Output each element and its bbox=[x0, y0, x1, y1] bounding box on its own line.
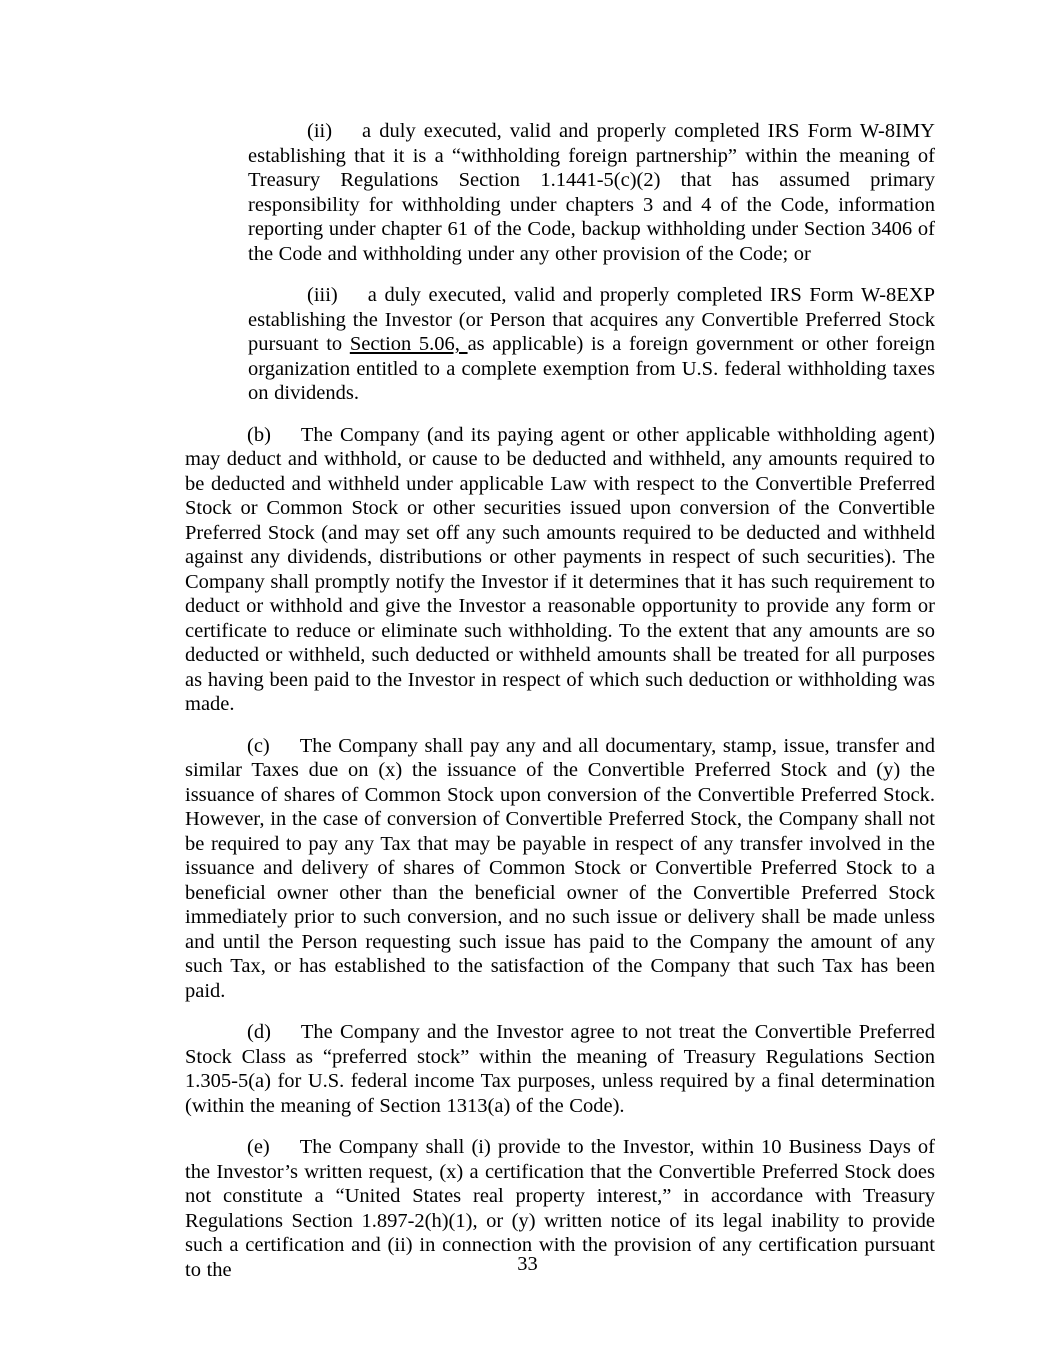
paragraph-ii bbox=[248, 119, 935, 266]
document-body bbox=[185, 119, 935, 1299]
paragraph-label-c: (c) bbox=[247, 734, 270, 757]
text-run: as applicable) is a foreign government or other foreign organization entitled to a complete exemption from U.S. federal withholding taxes on dividends. bbox=[248, 333, 935, 404]
text-run: The Company shall (i) provide to the Investor, within 10 Business Days of the Investor’s written request, (x) a certification that the Convertible Preferred Stock does not constitute a “United States real property interest,” in accordance with Treasury Regulations Section 1.897-2(h)(1), or (y) written notice of its legal inability to provide such a certification and (ii) in connection with the provision of any certification pursuant to the bbox=[185, 1136, 935, 1281]
paragraph-c bbox=[185, 734, 935, 1004]
page-number: 33 bbox=[517, 1253, 538, 1275]
paragraph-label-b: (b) bbox=[247, 423, 271, 446]
text-run: The Company shall pay any and all documentary, stamp, issue, transfer and similar Taxes due on (x) the issuance of the Convertible Preferred Stock and (y) the issuance of shares of Common Stock upon conversion of the Convertible Preferred Stock. However, in the case of conversion of Convertible Preferred Stock, the Company shall not be required to pay any Tax that may be payable in respect of any transfer involved in the issuance and delivery of shares of Common Stock or Convertible Preferred Stock to a beneficial owner other than the beneficial owner of the Convertible Preferred Stock immediately prior to such conversion, and no such issue or delivery shall be made unless and until the Person requesting such issue has paid to the Company the amount of any such Tax, or has established to the satisfaction of the Company that such Tax has been paid. bbox=[185, 734, 935, 1002]
paragraph-label-d: (d) bbox=[247, 1021, 271, 1043]
text-run: a duly executed, valid and properly completed IRS Form W-8IMY establishing that it is a “withholding foreign partnership” within the meaning of Treasury Regulations Section 1.1441-5(c)(2) that has assumed primary responsibility for withholding under chapters 3 and 4 of the Code, information reporting under chapter 61 of the Code, backup withholding under Section 3406 of the Code and withholding under any other provision of the Code; or bbox=[248, 120, 935, 265]
paragraph-label-iii: (iii) bbox=[307, 284, 338, 306]
paragraph-label-ii: (ii) bbox=[307, 120, 333, 142]
paragraph-iii bbox=[248, 283, 935, 406]
section-reference: Section 5.06, bbox=[349, 333, 468, 355]
paragraph-d bbox=[185, 1020, 935, 1118]
paragraph-label-e: (e) bbox=[247, 1136, 270, 1158]
text-run: a duly executed, valid and properly completed IRS Form W-8EXP establishing the Investor (or Person that acquires any Convertible Preferred Stock pursuant to bbox=[248, 284, 935, 355]
paragraph-b bbox=[185, 423, 935, 717]
text-run: The Company and the Investor agree to not treat the Convertible Preferred Stock Class as “preferred stock” within the meaning of Treasury Regulations Section 1.305-5(a) for U.S. federal income Tax purposes, unless required by a final determination (within the meaning of Section 1313(a) of the Code). bbox=[185, 1021, 935, 1117]
text-run: The Company (and its paying agent or other applicable withholding agent) may deduct and withhold, or cause to be deducted and withheld, any amounts required to be deducted and withheld under applicable Law with respect to the Convertible Preferred Stock or Common Stock or other securities issued upon conversion of the Convertible Preferred Stock (and may set off any such amounts required to be deducted and withheld against any dividends, distributions or other payments in respect of such securities). The Company shall promptly notify the Investor if it determines that it has such requirement to deduct or withhold and give the Investor a reasonable opportunity to provide any form or certificate to reduce or eliminate such withholding. To the extent that any amounts are so deducted or withheld, such deducted or withheld amounts shall be treated for all purposes as having been paid to the Investor in respect of which such deduction or withholding was made. bbox=[185, 423, 935, 715]
